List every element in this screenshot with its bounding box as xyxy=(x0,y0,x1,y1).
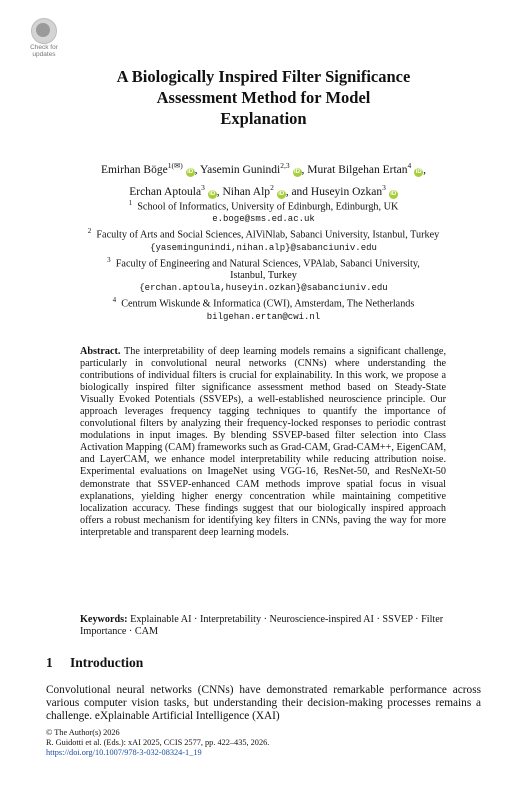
affiliation-3: $^3$ Faculty of Engineering and Natural Sciences, VPAlab, Sabanci University, xyxy=(107,255,420,270)
orcid-icon[interactable]: iD xyxy=(415,168,422,175)
title-line-1: A Biologically Inspired Filter Significance xyxy=(116,67,411,86)
orcid-icon[interactable]: iD xyxy=(278,190,285,197)
author-sup: 3 xyxy=(201,182,205,192)
doi-link[interactable]: https://doi.org/10.1007/978-3-032-08324-1_19 xyxy=(46,748,202,757)
author-name[interactable]: Huseyin Ozkan xyxy=(310,185,383,198)
title-line-2: Assessment Method for Model xyxy=(156,88,371,107)
badge-line1: Check for xyxy=(30,44,58,51)
abstract-label: Abstract. xyxy=(80,346,121,357)
orcid-icon[interactable]: iD xyxy=(187,168,194,175)
section-heading xyxy=(46,655,143,671)
author-sup: 2 xyxy=(270,182,274,192)
author-name[interactable]: Murat Bilgehan Ertan xyxy=(307,163,408,176)
section-number: 1 xyxy=(46,655,53,670)
orcid-icon[interactable]: iD xyxy=(390,190,397,197)
abstract xyxy=(80,346,446,539)
author-sup: 4 xyxy=(407,161,412,170)
affiliations xyxy=(30,197,497,323)
badge-line2: updates xyxy=(32,51,56,58)
affiliation-3-line2: Istanbul, Turkey xyxy=(230,270,297,282)
orcid-icon[interactable]: iD xyxy=(294,168,300,175)
email-1[interactable]: e.boge@sms.ed.ac.uk xyxy=(212,214,315,225)
abstract-text: The interpretability of deep learning models remains a significant challenge, particularly in convolutional neural networks (CNNs) where understanding the contributions of individual filters is crucial for explainability. In this work, we propose a biologically inspired filter significance assessment method based on Steady-State Visually Evoked Potentials (SSVEPs), a well-established neuroscience principle. Our approach leverages frequency tagging techniques to quantify the importance of convolutional filters by analyzing their frequency-locked responses to periodic contrast modulations in input images. By blending SSVEP-based filter selection into Class Activation Mapping (CAM) frameworks such as Grad-CAM, Grad-CAM++, EigenCAM, and LayerCAM, we enhance model interpretability while reducing attribution noise. Experimental evaluations on ImageNet using VGG-16, ResNet-50, and ResNeXt-50 demonstrate that SSVEP-enhanced CAM methods improve spatial focus in visual explanations, yielding higher energy concentration while maintaining competitive localization accuracy. These findings suggest that our biologically inspired approach offers a robust mechanism for identifying key filters in CNNs, paving the way for more interpretable and transparent deep learning models. xyxy=(80,346,447,538)
check-for-updates-badge[interactable] xyxy=(24,18,64,64)
paper-title xyxy=(40,66,487,129)
email-2[interactable]: {yasemingunindi,nihan.alp}@sabanciuniv.edu xyxy=(150,242,377,253)
author-list: Emirhan Böge$^{1(✉)}$ iD , Yasemin Gunindi$^{2,3}$ iD , Murat Bilgehan Ertan$^4$ iD , Erchan Aptoula$^3$ iD , Nihan Alp$^2$ iD , and Huseyin Ozkan$^3$ iD xyxy=(100,161,427,198)
author-sup: 3 xyxy=(382,182,386,192)
copyright-line: © The Author(s) 2026 xyxy=(46,728,120,737)
email-4[interactable]: bilgehan.ertan@cwi.nl xyxy=(206,311,321,322)
email-3[interactable]: {erchan.aptoula,huseyin.ozkan}@sabanciuniv.edu xyxy=(139,283,388,294)
check-for-updates-icon xyxy=(31,18,57,44)
affiliation-2: $^2$ Faculty of Arts and Social Sciences, AlViNlab, Sabanci University, Istanbul, Turkey xyxy=(87,227,440,241)
keywords-label: Keywords: xyxy=(80,614,128,625)
section-title: Introduction xyxy=(70,655,144,670)
affiliation-4: $^4$ Centrum Wiskunde & Informatica (CWI), Amsterdam, The Netherlands xyxy=(112,296,415,310)
author-name[interactable]: Yasemin Gunindi xyxy=(199,163,281,176)
author-sup: 2,3 xyxy=(280,161,290,170)
keywords-text: Explainable AI · Interpretability · Neuroscience-inspired AI · SSVEP · Filter Importance · CAM xyxy=(80,614,444,638)
title-line-3: Explanation xyxy=(220,109,307,128)
author-sup: 1(✉) xyxy=(167,161,183,170)
footnote xyxy=(46,728,481,758)
author-name[interactable]: Erchan Aptoula xyxy=(129,185,202,198)
author-name[interactable]: Emirhan Böge xyxy=(100,163,168,176)
citation-line: R. Guidotti et al. (Eds.): xAI 2025, CCIS 2577, pp. 422–435, 2026. xyxy=(46,738,270,747)
author-name[interactable]: Nihan Alp xyxy=(222,185,271,198)
orcid-icon[interactable]: iD xyxy=(209,190,216,197)
intro-paragraph: Convolutional neural networks (CNNs) have demonstrated remarkable performance across various computer vision tasks, but understanding their decision-making processes remains a challenge. eXplainable Artificial Intelligence (XAI) xyxy=(46,684,481,723)
affiliation-1: $^1$ School of Informatics, University of Edinburgh, Edinburgh, UK xyxy=(128,199,399,213)
keywords xyxy=(80,614,446,638)
